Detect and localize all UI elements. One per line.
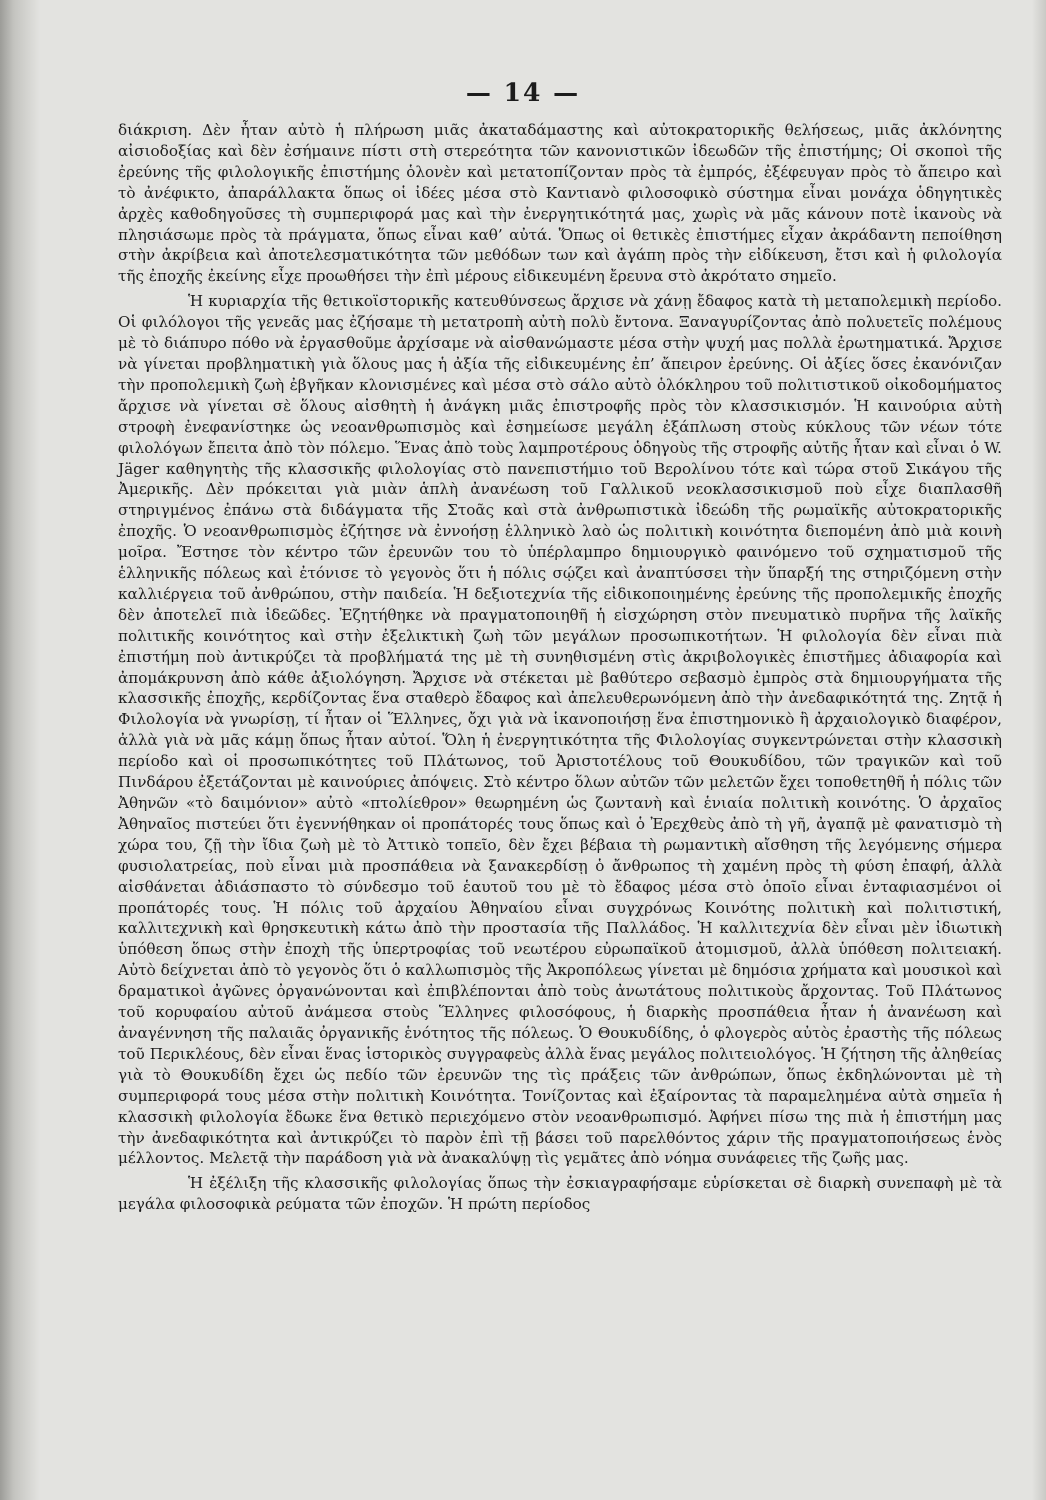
page-edge	[1032, 0, 1046, 1500]
body-text	[118, 120, 1002, 1219]
paragraph: Ἡ ἐξέλιξη τῆς κλασσικῆς φιλολογίας ὅπως τὴν ἐσκιαγραφήσαμε εὑρίσκεται σὲ διαρκὴ συνεπαφὴ μὲ τὰ μεγάλα φιλοσοφικὰ ρεύματα τῶν ἐποχῶν. Ἡ πρώτη περίοδος	[118, 1174, 1002, 1214]
page-number: — 14 —	[465, 78, 581, 107]
paragraph-continuation: διάκριση. Δὲν ἦταν αὐτὸ ἡ πλήρωση μιᾶς ἀκαταδάμαστης καὶ αὐτοκρατορικῆς θελήσεως, μιᾶς ἀκλόνητης αἰσιοδοξίας καὶ δὲν ἐσήμαινε πίστι στὴ στερεότητα τῶν κανονιστικῶν ἰδεωδῶν τῆς ἐπιστήμης; Οἱ σκοποὶ τῆς ἐρεύνης τῆς φιλολογικῆς ἐπιστήμης ὁλονὲν καὶ μετατοπίζονταν πρὸς τὰ ἐμπρός, ἐξέφευγαν πρὸς τὸ ἄπειρο καὶ τὸ ἀνέφικτο, ἀπαράλλακτα ὅπως οἱ ἰδέες μέσα στὸ Καντιανὸ φιλοσοφικὸ σύστημα εἶναι μονάχα ὁδηγητικὲς ἀρχὲς καθοδηγοῦσες τὴ συμπεριφορά μας καὶ τὴν ἐνεργητικότητά μας, χωρὶς νὰ μᾶς κάνουν ποτὲ ἱκανοὺς νὰ πλησιάσωμε πρὸς τὰ πράγματα, ὅπως εἶναι καθ’ αὐτά. Ὅπως οἱ θετικὲς ἐπιστήμες εἶχαν ἀκράδαντη πεποίθηση στὴν ἀκρίβεια καὶ ἀποτελεσματικότητα τῶν μεθόδων των καὶ ἀγάπη πρὸς τὴν εἰδίκευση, ἔτσι καὶ ἡ φιλολογία τῆς ἐποχῆς ἐκείνης εἶχε προωθήσει τὴν ἐπὶ μέρους εἰδικευμένη ἔρευνα στὸ ἀκρότατο σημεῖο.	[118, 121, 1002, 286]
page-binding-shadow	[0, 0, 40, 1500]
paragraph: Ἡ κυριαρχία τῆς θετικοϊστορικῆς κατευθύνσεως ἄρχισε νὰ χάνῃ ἔδαφος κατὰ τὴ μεταπολεμικὴ περίοδο. Οἱ φιλόλογοι τῆς γενεᾶς μας ἐζήσαμε τὴ μετατροπὴ αὐτὴ πολὺ ἔντονα. Ξαναγυρίζοντας ἀπὸ πολυετεῖς πολέμους μὲ τὸ διάπυρο πόθο νὰ ἐργασθοῦμε ἀρχίσαμε νὰ αἰσθανώμαστε μέσα στὴν ψυχή μας πολλὰ ἐρωτηματικά. Ἄρχισε νὰ γίνεται προβληματικὴ γιὰ ὅλους μας ἡ ἀξία τῆς εἰδικευμένης ἐπ’ ἄπειρον ἐρεύνης. Οἱ ἀξίες ὅσες ἐκανόνιζαν τὴν προπολεμικὴ ζωὴ ἐβγῆκαν κλονισμένες καὶ μέσα στὸ σάλο αὐτὸ ὁλόκληρου τοῦ πολιτιστικοῦ οἰκοδομήματος ἄρχισε νὰ γίνεται σὲ ὅλους αἰσθητὴ ἡ ἀνάγκη μιᾶς ἐπιστροφῆς πρὸς τὸν κλασσικισμόν. Ἡ καινούρια αὐτὴ στροφὴ ἐνεφανίστηκε ὡς νεοανθρωπισμὸς καὶ ἐσημείωσε μεγάλη ἐξάπλωση στοὺς κύκλους τῶν νέων τότε φιλολόγων ἔπειτα ἀπὸ τὸν πόλεμο. Ἕνας ἀπὸ τοὺς λαμπροτέρους ὁδηγοὺς τῆς στροφῆς αὐτῆς ἦταν καὶ εἶναι ὁ W. Jäger καθηγητὴς τῆς κλασσικῆς φιλολογίας στὸ πανεπιστήμιο τοῦ Βερολίνου τότε καὶ τώρα στοῦ Σικάγου τῆς Ἀμερικῆς. Δὲν πρόκειται γιὰ μιὰν ἁπλὴ ἀνανέωση τοῦ Γαλλικοῦ νεοκλασσικισμοῦ ποὺ εἶχε διαπλασθῆ στηριγμένος ἐπάνω στὰ διδάγματα τῆς Στοᾶς καὶ στὰ ἀνθρωπιστικὰ ἰδεώδη τῆς ρωμαϊκῆς αὐτοκρατορικῆς ἐποχῆς. Ὁ νεοανθρωπισμὸς ἐζήτησε νὰ ἐννοήσῃ ἑλληνικὸ λαὸ ὡς πολιτικὴ κοινότητα διεπομένη ἀπὸ μιὰ κοινὴ μοῖρα. Ἔστησε τὸν κέντρο τῶν ἐρευνῶν του τὸ ὑπέρλαμπρο δημιουργικὸ φαινόμενο τοῦ σχηματισμοῦ τῆς ἑλληνικῆς πόλεως καὶ ἐτόνισε τὸ γεγονὸς ὅτι ἡ πόλις σῴζει καὶ ἀναπτύσσει τὴν ὕπαρξή της στηριζόμενη στὴν καλλιέργεια τοῦ ἀνθρώπου, στὴν παιδεία. Ἡ δεξιοτεχνία τῆς εἰδικοποιημένης ἐρεύνης τῆς προπολεμικῆς ἐποχῆς δὲν ἀποτελεῖ πιὰ ἰδεῶδες. Ἐζητήθηκε νὰ πραγματοποιηθῆ ἡ εἰσχώρηση στὸν πνευματικὸ πυρῆνα τῆς λαϊκῆς πολιτικῆς κοινότητος καὶ στὴν ἐξελικτικὴ ζωὴ τῶν μεγάλων προσωπικοτήτων. Ἡ φιλολογία δὲν εἶναι πιὰ ἐπιστήμη ποὺ ἀντικρύζει τὰ προβλήματά της μὲ τὴ συνηθισμένη στὶς ἀκριβολογικὲς ἐπιστῆμες ἀδιαφορία καὶ ἀπομάκρυνση ἀπὸ κάθε ἀξιολόγηση. Ἄρχισε νὰ στέκεται μὲ βαθύτερο σεβασμὸ ἐμπρὸς στὰ δημιουργήματα τῆς κλασσικῆς ἐποχῆς, κερδίζοντας ἕνα σταθερὸ ἔδαφος καὶ ἀπελευθερωνόμενη ἀπὸ τὴν ἀνεδαφικότητά της. Ζητᾷ ἡ Φιλολογία νὰ γνωρίσῃ, τί ἦταν οἱ Ἕλληνες, ὄχι γιὰ νὰ ἱκανοποιήσῃ ἕνα ἐπιστημονικὸ ἢ ἀρχαιολογικὸ διαφέρον, ἀλλὰ γιὰ νὰ μᾶς κάμῃ ὅπως ἦταν αὐτοί. Ὅλη ἡ ἐνεργητικότητα τῆς Φιλολογίας συγκεντρώνεται στὴν κλασσικὴ περίοδο καὶ οἱ προσωπικότητες τοῦ Πλάτωνος, τοῦ Ἀριστοτέλους τοῦ Θουκυδίδου, τῶν τραγικῶν καὶ τοῦ Πινδάρου ἐξετάζονται μὲ καινούριες ἀπόψεις. Στὸ κέντρο ὅλων αὐτῶν τῶν μελετῶν ἔχει τοποθετηθῆ ἡ πόλις τῶν Ἀθηνῶν «τὸ δαιμόνιον» αὐτὸ «πτολίεθρον» θεωρημένη ὡς ζωντανὴ καὶ ἑνιαία πολιτικὴ κοινότης. Ὁ ἀρχαῖος Ἀθηναῖος πιστεύει ὅτι ἐγεννήθηκαν οἱ προπάτορές τους ὅπως καὶ ὁ Ἐρεχθεὺς ἀπὸ τὴ γῆ, ἀγαπᾷ μὲ φανατισμὸ τὴ χώρα του, ζῇ τὴν ἴδια ζωὴ μὲ τὸ Ἀττικὸ τοπεῖο, δὲν ἔχει βέβαια τὴ ρωμαντικὴ αἴσθηση τῆς λεγόμενης σήμερα φυσιολατρείας, ποὺ εἶναι μιὰ προσπάθεια νὰ ξανακερδίσῃ ὁ ἄνθρωπος τὴ χαμένη πρὸς τὴ φύση ἐπαφή, ἀλλὰ αἰσθάνεται ἀδιάσπαστο τὸ σύνδεσμο τοῦ ἑαυτοῦ του μὲ τὸ ἔδαφος μέσα στὸ ὁποῖο εἶναι ἐνταφιασμένοι οἱ προπάτορές τους. Ἡ πόλις τοῦ ἀρχαίου Ἀθηναίου εἶναι συγχρόνως Κοινότης πολιτικὴ καὶ πολιτιστική, καλλιτεχνικὴ καὶ θρησκευτικὴ κάτω ἀπὸ τὴν προστασία τῆς Παλλάδος. Ἡ καλλιτεχνία δὲν εἶναι μὲν ἰδιωτικὴ ὑπόθεση ὅπως στὴν ἐποχὴ τῆς ὑπερτροφίας τοῦ νεωτέρου εὐρωπαϊκοῦ ἀτομισμοῦ, ἀλλὰ ὑπόθεση πολιτειακή. Αὐτὸ δείχνεται ἀπὸ τὸ γεγονὸς ὅτι ὁ καλλωπισμὸς τῆς Ἀκροπόλεως γίνεται μὲ δημόσια χρήματα καὶ μουσικοὶ καὶ δραματικοὶ ἀγῶνες ὀργανώνονται καὶ ἐπιβλέπονται ἀπὸ τοὺς ἀνωτάτους πολιτικοὺς ἄρχοντας. Τοῦ Πλάτωνος τοῦ κορυφαίου αὐτοῦ ἀνάμεσα στοὺς Ἕλληνες φιλοσόφους, ἡ διαρκὴς προσπάθεια ἦταν ἡ ἀνανέωση καὶ ἀναγέννηση τῆς παλαιᾶς ὀργανικῆς ἑνότητος τῆς πόλεως. Ὁ Θουκυδίδης, ὁ φλογερὸς αὐτὸς ἐραστὴς τῆς πόλεως τοῦ Περικλέους, δὲν εἶναι ἕνας ἱστορικὸς συγγραφεὺς ἀλλὰ ἕνας μεγάλος πολιτειολόγος. Ἡ ζήτηση τῆς ἀληθείας γιὰ τὸ Θουκυδίδη ἔχει ὡς πεδίο τῶν ἐρευνῶν της τὶς πράξεις τῶν ἀνθρώπων, ὅπως ἐκδηλώνονται μὲ τὴ συμπεριφορά τους μέσα στὴν πολιτικὴ Κοινότητα. Τονίζοντας καὶ ἐξαίροντας τὰ παραμελημένα αὐτὰ σημεῖα ἡ κλασσικὴ φιλολογία ἔδωκε ἕνα θετικὸ περιεχόμενο στὸν νεοανθρωπισμό. Ἀφήνει πίσω της πιὰ ἡ ἐπιστήμη μας τὴν ἀνεδαφικότητα καὶ ἀντικρύζει τὸ παρὸν ἐπὶ τῇ βάσει τοῦ παρελθόντος χάριν τῆς πραγματοποιήσεως ἑνὸς μέλλοντος. Μελετᾷ τὴν παράδοση γιὰ νὰ ἀνακαλύψῃ τὶς γεμᾶτες ἀπὸ νόημα συνάφειες τῆς ζωῆς μας.	[118, 292, 1002, 1168]
